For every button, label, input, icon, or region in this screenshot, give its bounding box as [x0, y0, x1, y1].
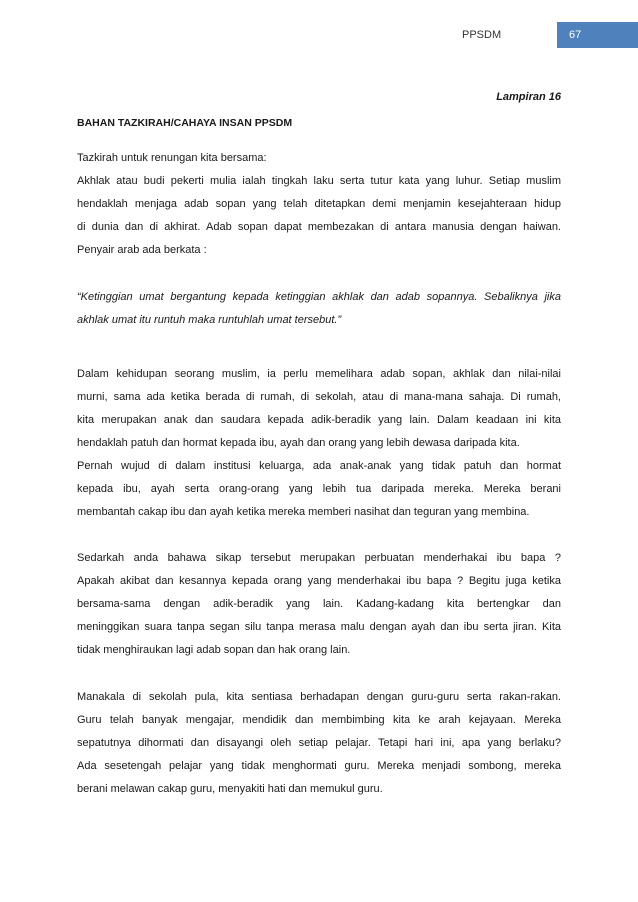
appendix-label: Lampiran 16: [496, 91, 561, 103]
paragraph-line: kepada ibu, ayah serta orang-orang yang lebih tua daripada mereka. Mereka berani: [77, 483, 561, 495]
paragraph-line: kita merupakan anak dan saudara kepada adik-beradik yang lain. Dalam keadaan ini kita: [77, 414, 561, 426]
paragraph-line: akhlak umat itu runtuh maka runtuhlah umat tersebut.”: [77, 314, 342, 326]
paragraph-line: Apakah akibat dan kesannya kepada orang yang menderhakai ibu bapa ? Begitu juga ketika: [77, 575, 561, 587]
document-title: BAHAN TAZKIRAH/CAHAYA INSAN PPSDM: [77, 117, 293, 129]
paragraph-line: bersama-sama dengan adik-beradik yang lain. Kadang-kadang kita bertengkar dan: [77, 598, 561, 610]
page-number-box: [557, 22, 638, 48]
paragraph-quote: [77, 286, 561, 332]
page-number: 67: [569, 29, 582, 41]
paragraph-line: Manakala di sekolah pula, kita sentiasa berhadapan dengan guru-guru serta rakan-rakan.: [77, 691, 561, 703]
paragraph-line: Pernah wujud di dalam institusi keluarga, ada anak-anak yang tidak patuh dan hormat: [77, 460, 561, 472]
paragraph-line: Akhlak atau budi pekerti mulia ialah tingkah laku serta tutur kata yang luhur. Setiap muslim: [77, 175, 561, 187]
paragraph-line: berani melawan cakap guru, menyakiti hati dan memukul guru.: [77, 783, 383, 795]
paragraph-line: Tazkirah untuk renungan kita bersama:: [77, 152, 267, 164]
paragraph-line: Dalam kehidupan seorang muslim, ia perlu memelihara adab sopan, akhlak dan nilai-nilai: [77, 368, 561, 380]
paragraph-line: murni, sama ada ketika berada di rumah, di sekolah, atau di mana-mana sahaja. Di rumah,: [77, 391, 561, 403]
paragraph-line: Guru telah banyak mengajar, mendidik dan membimbing kita ke arah kejayaan. Mereka: [77, 714, 561, 726]
paragraph-line: hendaklah menjaga adab sopan yang telah ditetapkan demi menjamin kesejahteraan hidup: [77, 198, 561, 210]
paragraph-line: “Ketinggian umat bergantung kepada ketinggian akhlak dan adab sopannya. Sebaliknya jika: [77, 291, 561, 303]
paragraph-intro: [77, 147, 561, 262]
paragraph-line: Sedarkah anda bahawa sikap tersebut merupakan perbuatan menderhakai ibu bapa ?: [77, 552, 561, 564]
paragraph-line: tidak menghiraukan lagi adab sopan dan hak orang lain.: [77, 644, 351, 656]
paragraph-line: Penyair arab ada berkata :: [77, 244, 207, 256]
paragraph-line: di dunia dan di akhirat. Adab sopan dapat membezakan di antara manusia dengan haiwan.: [77, 221, 561, 233]
paragraph-line: hendaklah patuh dan hormat kepada ibu, ayah dan orang yang lebih dewasa daripada kita.: [77, 437, 520, 449]
paragraph-line: membantah cakap ibu dan ayah ketika mereka memberi nasihat dan teguran yang membina.: [77, 506, 530, 518]
paragraph-line: meninggikan suara tanpa segan silu tanpa merasa malu dengan ayah dan ibu serta jiran. Kita: [77, 621, 561, 633]
paragraph-line: Ada sesetengah pelajar yang tidak menghormati guru. Mereka menjadi sombong, mereka: [77, 760, 561, 772]
paragraph-school: [77, 686, 561, 801]
paragraph-line: sepatutnya dihormati dan disayangi oleh setiap pelajar. Tetapi hari ini, apa yang berlaku?: [77, 737, 561, 749]
header-label: PPSDM: [462, 29, 502, 41]
paragraph-home: [77, 363, 561, 524]
paragraph-parents: [77, 547, 561, 662]
